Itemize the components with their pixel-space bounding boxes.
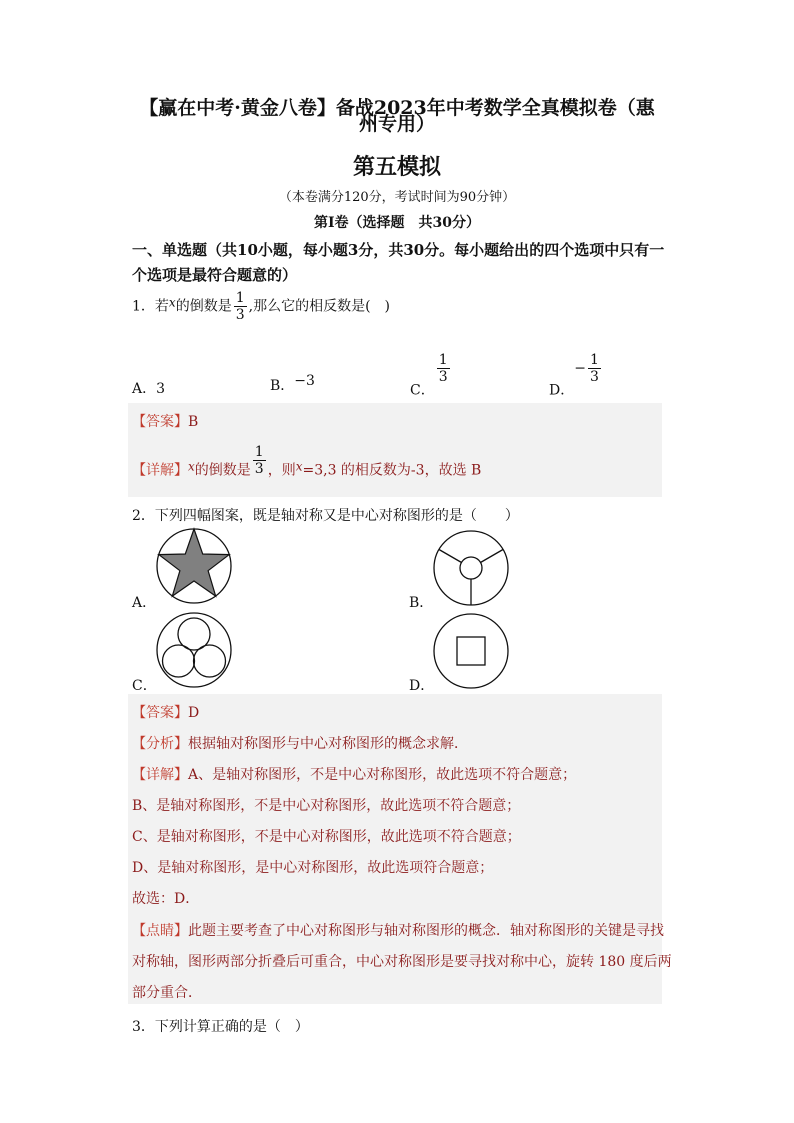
q1-fraction bbox=[234, 290, 247, 323]
q2-detail-tag: 【详解】 bbox=[132, 767, 188, 783]
exam-note: （本卷满分120分，考试时间为90分钟） bbox=[278, 190, 516, 205]
q1-stem-pre: 1．若 bbox=[132, 298, 169, 315]
q2-answer-value: D bbox=[188, 705, 200, 721]
q2-option-b[interactable]: B． bbox=[409, 595, 434, 611]
q2-answer-tag: 【答案】 bbox=[132, 705, 188, 721]
q2-analysis-text: 根据轴对称图形与中心对称图形的概念求解． bbox=[188, 736, 468, 752]
q2-detail-a bbox=[132, 764, 576, 784]
q2-comment-tag: 【点睛】 bbox=[132, 923, 188, 939]
q1-frac-den: 3 bbox=[235, 307, 245, 323]
q1-detail-tag: 【详解】 bbox=[132, 462, 188, 479]
q1-stem-post: ,那么它的相反数是( ) bbox=[248, 298, 390, 315]
section-heading: 一、单选题（共10小题，每小题3分，共30分。每小题给出的四个选项中只有一个选项是最符合题意的） bbox=[132, 241, 665, 284]
q1-option-c-num: 1 bbox=[438, 352, 448, 368]
q2-comment-1 bbox=[132, 920, 664, 940]
q3-stem: 3．下列计算正确的是（ ） bbox=[132, 1019, 309, 1035]
q1-detail-fraction bbox=[253, 444, 266, 477]
q1-option-d-sign: − bbox=[574, 360, 586, 377]
q2-comment-2: 对称轴，图形两部分折叠后可重合，中心对称图形是要寻找对称中心，旋转 180 度后两 bbox=[132, 954, 672, 970]
q2-option-c[interactable]: C． bbox=[132, 678, 157, 694]
q2-detail-b: B、是轴对称图形，不是中心对称图形，故此选项不符合题意； bbox=[132, 798, 521, 814]
q1-option-c-label: C． bbox=[410, 382, 435, 399]
q1-option-d-num: 1 bbox=[589, 352, 599, 368]
q1-option-c[interactable] bbox=[410, 352, 452, 400]
q1-option-a[interactable]: A．3 bbox=[132, 381, 166, 397]
three-circles-figure bbox=[155, 611, 233, 689]
q2-detail-c: C、是轴对称图形，不是中心对称图形，故此选项不符合题意； bbox=[132, 829, 521, 845]
q1-detail-var2: x bbox=[295, 459, 303, 474]
q1-option-d-label: D． bbox=[549, 382, 575, 399]
part-heading: 第Ⅰ卷（选择题 共30分） bbox=[313, 215, 481, 231]
q2-option-d[interactable]: D． bbox=[409, 678, 435, 694]
q2-detail-a-text: A、是轴对称图形，不是中心对称图形，故此选项不符合题意； bbox=[188, 767, 577, 783]
q1-stem bbox=[132, 290, 390, 323]
star-in-circle-figure bbox=[155, 527, 233, 605]
q1-option-b-value: −3 bbox=[294, 373, 315, 389]
q2-comment-3: 部分重合． bbox=[132, 985, 202, 1001]
q2-stem: 2．下列四幅图案，既是轴对称又是中心对称图形的是（ ） bbox=[132, 508, 519, 524]
q1-answer bbox=[132, 411, 198, 431]
q1-answer-value: B bbox=[188, 414, 199, 430]
exam-title-line1: 【赢在中考·黄金八卷】备战2023年中考数学全真模拟卷（惠 bbox=[139, 97, 655, 119]
q2-option-a[interactable]: A． bbox=[132, 595, 157, 611]
q1-var: x bbox=[168, 295, 176, 310]
q1-answer-tag: 【答案】 bbox=[132, 414, 188, 430]
exam-title-line2: 州专用） bbox=[358, 113, 435, 135]
q2-analysis bbox=[132, 733, 468, 753]
q1-detail-mid: 的倒数是 bbox=[194, 462, 251, 479]
q1-frac-num: 1 bbox=[235, 290, 245, 306]
q1-detail-num: 1 bbox=[254, 444, 264, 460]
divided-ring-figure bbox=[432, 529, 510, 607]
q2-analysis-tag: 【分析】 bbox=[132, 736, 188, 752]
q1-option-d[interactable] bbox=[549, 352, 603, 400]
square-in-circle-figure bbox=[432, 612, 510, 690]
exam-subtitle: 第五模拟 bbox=[352, 154, 441, 180]
q1-detail bbox=[132, 444, 481, 480]
q1-option-d-fraction bbox=[588, 352, 601, 385]
q2-choose: 故选：D． bbox=[132, 891, 200, 907]
q1-detail-den: 3 bbox=[254, 461, 264, 477]
q1-stem-mid: 的倒数是 bbox=[175, 298, 232, 315]
q1-option-d-den: 3 bbox=[589, 369, 599, 385]
q1-option-c-den: 3 bbox=[438, 369, 448, 385]
q1-option-b[interactable] bbox=[270, 373, 315, 395]
q1-option-c-fraction bbox=[437, 352, 450, 385]
q2-answer bbox=[132, 702, 199, 722]
q1-detail-var: x bbox=[188, 459, 195, 474]
q1-option-b-label: B． bbox=[270, 378, 295, 394]
q1-detail-post: =3,3 的相反数为-3，故选 B bbox=[302, 462, 482, 479]
q2-detail-d: D、是轴对称图形，是中心对称图形，故此选项符合题意； bbox=[132, 860, 494, 876]
q1-detail-mid2: ，则 bbox=[267, 462, 296, 479]
q2-comment-1-text: 此题主要考查了中心对称图形与轴对称图形的概念．轴对称图形的关键是寻找 bbox=[188, 923, 664, 939]
